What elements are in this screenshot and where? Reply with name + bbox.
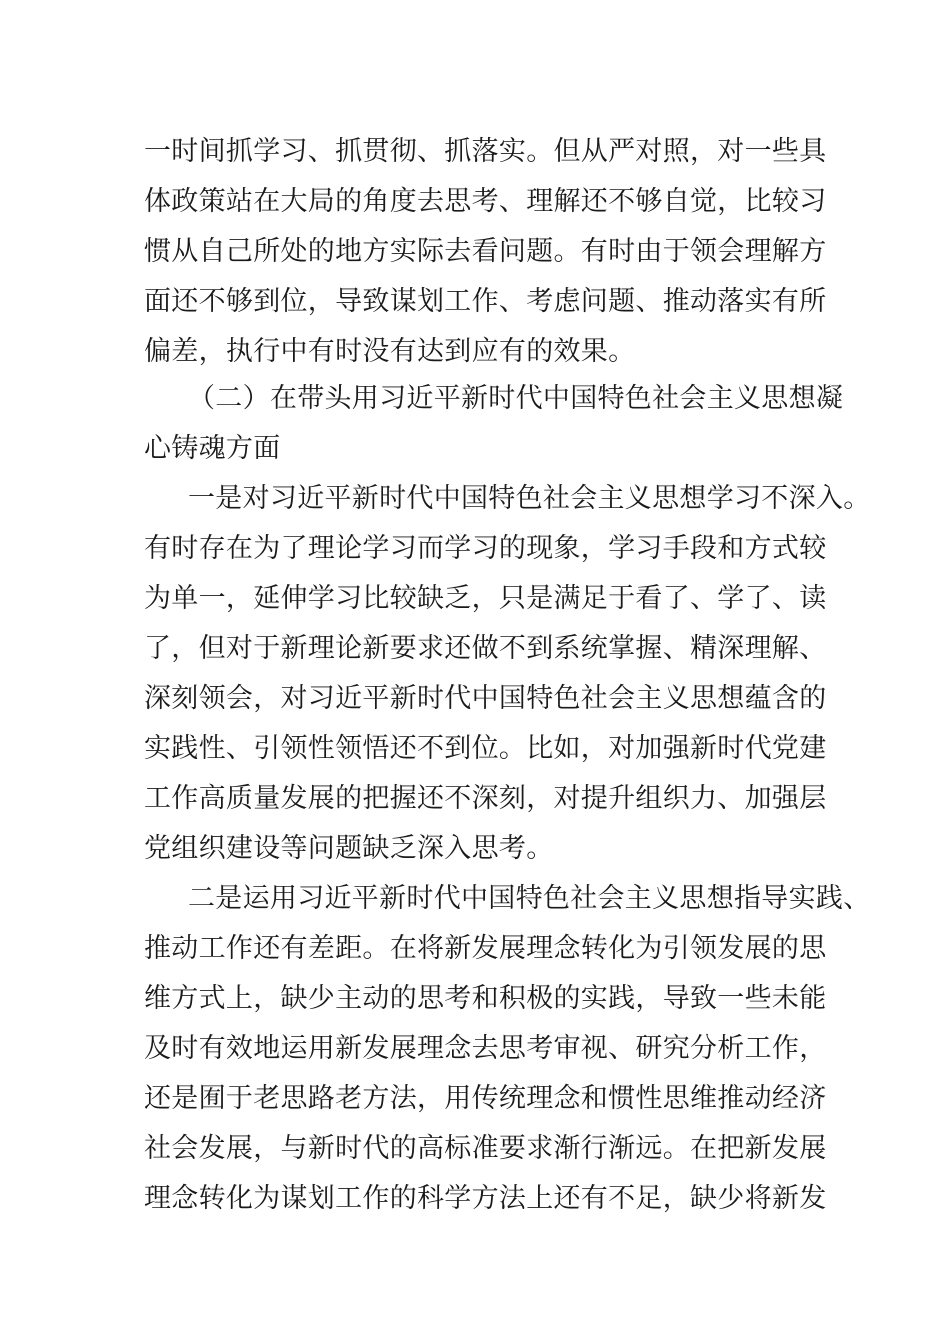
text-line: 面还不够到位，导致谋划工作、考虑问题、推动落实有所 [144, 286, 827, 317]
section-heading-continued: 心铸魂方面 [144, 433, 281, 464]
text-line: 为单一，延伸学习比较缺乏，只是满足于看了、学了、读 [144, 583, 827, 614]
text-line: 党组织建设等问题缺乏深入思考。 [144, 833, 554, 864]
text-line: 惯从自己所处的地方实际去看问题。有时由于领会理解方 [144, 236, 827, 267]
text-line: 有时存在为了理论学习而学习的现象，学习手段和方式较 [144, 533, 827, 564]
text-line: 还是囿于老思路老方法，用传统理念和惯性思维推动经济 [144, 1083, 827, 1114]
text-line: 推动工作还有差距。在将新发展理念转化为引领发展的思 [144, 933, 827, 964]
text-line: 了，但对于新理论新要求还做不到系统掌握、精深理解、 [144, 633, 827, 664]
text-line: 实践性、引领性领悟还不到位。比如，对加强新时代党建 [144, 733, 827, 764]
paragraph-first-line: 一是对习近平新时代中国特色社会主义思想学习不深入。 [188, 483, 871, 514]
text-line: 体政策站在大局的角度去思考、理解还不够自觉，比较习 [144, 186, 827, 217]
text-line: 工作高质量发展的把握还不深刻，对提升组织力、加强层 [144, 783, 827, 814]
text-line: 偏差，执行中有时没有达到应有的效果。 [144, 336, 636, 367]
section-heading: （二）在带头用习近平新时代中国特色社会主义思想凝 [188, 383, 844, 414]
text-line: 社会发展，与新时代的高标准要求渐行渐远。在把新发展 [144, 1133, 827, 1164]
text-line: 一时间抓学习、抓贯彻、抓落实。但从严对照，对一些具 [144, 136, 827, 167]
text-line: 深刻领会，对习近平新时代中国特色社会主义思想蕴含的 [144, 683, 827, 714]
text-line: 及时有效地运用新发展理念去思考审视、研究分析工作， [144, 1033, 827, 1064]
text-line: 维方式上，缺少主动的思考和积极的实践，导致一些未能 [144, 983, 827, 1014]
paragraph-first-line: 二是运用习近平新时代中国特色社会主义思想指导实践、 [188, 883, 871, 914]
text-line: 理念转化为谋划工作的科学方法上还有不足，缺少将新发 [144, 1183, 827, 1214]
